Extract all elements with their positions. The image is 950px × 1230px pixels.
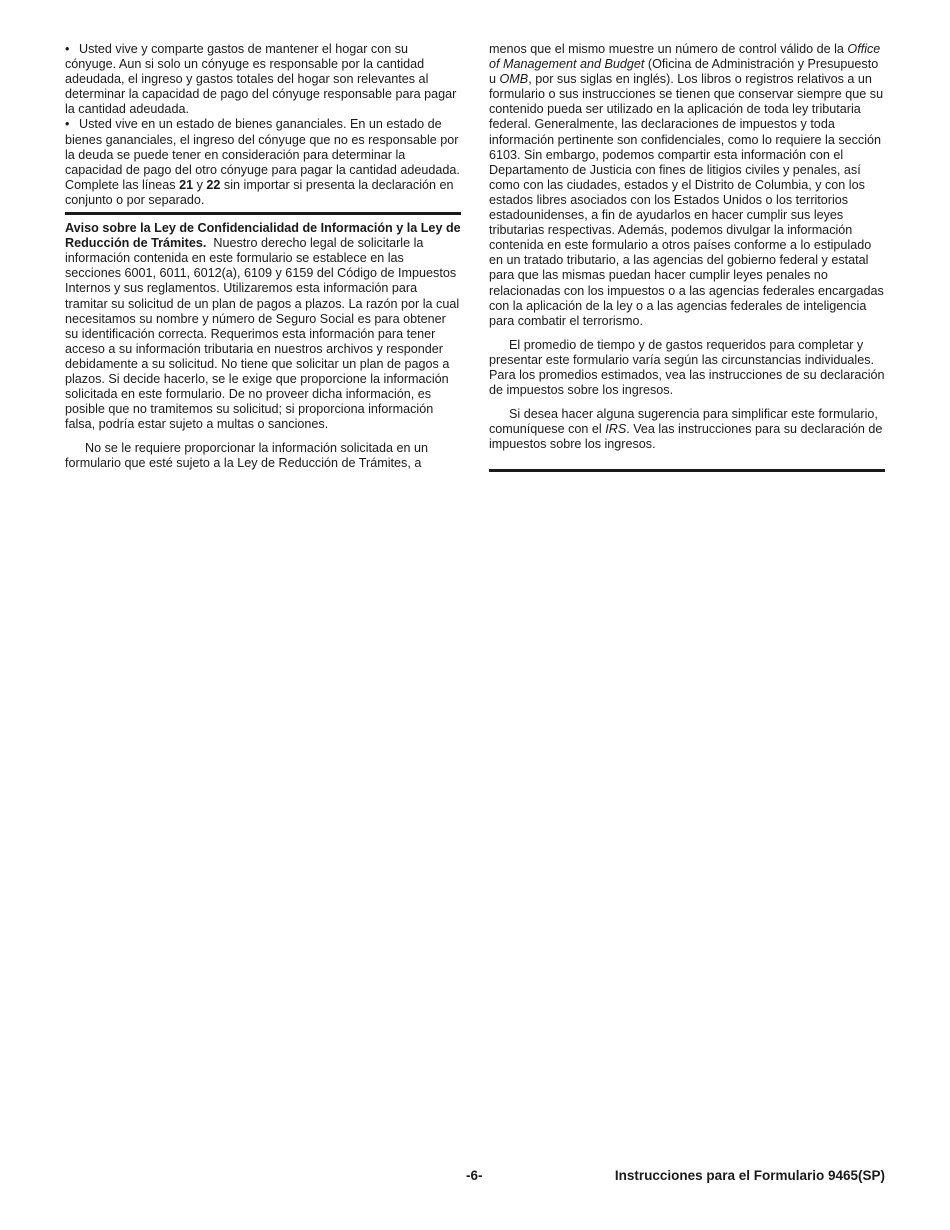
form-name: Instrucciones para el Formulario 9465(SP): [614, 1168, 885, 1183]
complete-lines-instruction: Complete las líneas 21 y 22 sin importar si presenta la declaración en conjunto o por separado.: [65, 177, 454, 207]
bullet-dot-icon: •: [65, 42, 70, 56]
not-required-paragraph: No se le requiere proporcionar la información solicitada en un formulario que esté sujeto a la Ley de Reducción de Trámites, a: [65, 441, 429, 471]
irs-abbr: IRS: [605, 422, 627, 437]
privacy-heading: Aviso sobre la Ley de Confidencialidad de Información y la Ley de Reducción de Trámites.: [65, 221, 461, 251]
end-divider: [489, 469, 885, 472]
left-column: [65, 42, 461, 472]
bullet-spouse-shared-expenses: [65, 42, 461, 117]
page-footer: [0, 1168, 950, 1186]
bullet-text: Usted vive en un estado de bienes gananciales. En un estado de bienes gananciales, el ingreso del cónyuge que no es responsable por la deuda se puede tener en consideración para determinar la capacidad de pago del otro cónyuge para pagar la cantidad adeudada.: [65, 117, 460, 177]
omb-abbr: OMB: [499, 72, 529, 87]
omb-paragraph: menos que el mismo muestre un número de control válido de la Office of Management and Budget (Oficina de Administración y Presupuesto u OMB, por sus siglas en inglés). Los libros o registros relativos a un formulario o sus instrucciones se tienen que conservar siempre que su contenido pueda ser utilizado en la aplicación de toda ley tributaria federal. Generalmente, las declaraciones de impuestos y toda información pertinente son confidenciales, como lo requiere la sección 6103. Sin embargo, podemos compartir esta información con el Departamento de Justicia con fines de litigios civiles y penales, así como con las ciudades, estados y el Distrito de Columbia, y con los estados libres asociados con los Estados Unidos o los territorios estadounidenses, a fin de ayudarlos en hacer cumplir sus leyes tributarias respectivas. Además, podemos divulgar la información contenida en este formulario a otros países conforme a lo estipulado en un tratado tributario, a las agencias del gobierno federal y estatal para que las mismas puedan hacer cumplir leyes penales no relacionadas con los impuestos o a las agencias federales encargadas con la aplicación de la ley o a las agencias federales de inteligencia para combatir el terrorismo.: [489, 42, 884, 328]
privacy-body: Nuestro derecho legal de solicitarle la información contenida en este formulario se establece en las secciones 6001, 6011, 6012(a), 6109 y 6159 del Código de Impuestos Internos y sus reglamentos. Utilizaremos esta información para tramitar su solicitud de un plan de pagos a plazos. La razón por la cual necesitamos su nombre y número de Seguro Social es para obtener su identificación correcta. Requerimos esta información para tener acceso a su información tributaria en nuestros archivos y responder debidamente a su solicitud. No tiene que solicitar un plan de pagos a plazos. Si decide hacerlo, se le exige que proporcione la información solicitada en este formulario. De no proveer dicha información, es posible que no tramitemos su solicitud; si proporciona información falsa, podría estar sujeto a multas o sanciones.: [65, 236, 460, 432]
bullet-text: Usted vive y comparte gastos de mantener el hogar con su cónyuge. Aun si solo un cónyuge es responsable por la cantidad adeudada, el ingreso y gastos totales del hogar son relevantes al determinar la capacidad de pago del cónyuge responsable para pagar la cantidad adeudada.: [65, 42, 457, 117]
bullet-dot-icon: •: [65, 117, 70, 132]
privacy-notice: [65, 221, 461, 432]
omb-name: Office of Management and Budget: [489, 42, 881, 72]
bullet-community-property: [65, 117, 461, 177]
section-divider: [65, 212, 461, 215]
line-ref: 21: [179, 177, 194, 192]
line-ref: 22: [206, 177, 221, 192]
right-column: [489, 42, 885, 452]
suggestion-paragraph: Si desea hacer alguna sugerencia para simplificar este formulario, comuníquese con el IRS. Vea las instrucciones para su declaración de impuestos sobre los ingresos.: [489, 407, 883, 452]
page-number: -6-: [466, 1168, 483, 1183]
time-estimate-paragraph: El promedio de tiempo y de gastos requeridos para completar y presentar este formulario varía según las circunstancias individuales. Para los promedios estimados, vea las instrucciones de su declaración de impuestos sobre los ingresos.: [489, 337, 885, 398]
